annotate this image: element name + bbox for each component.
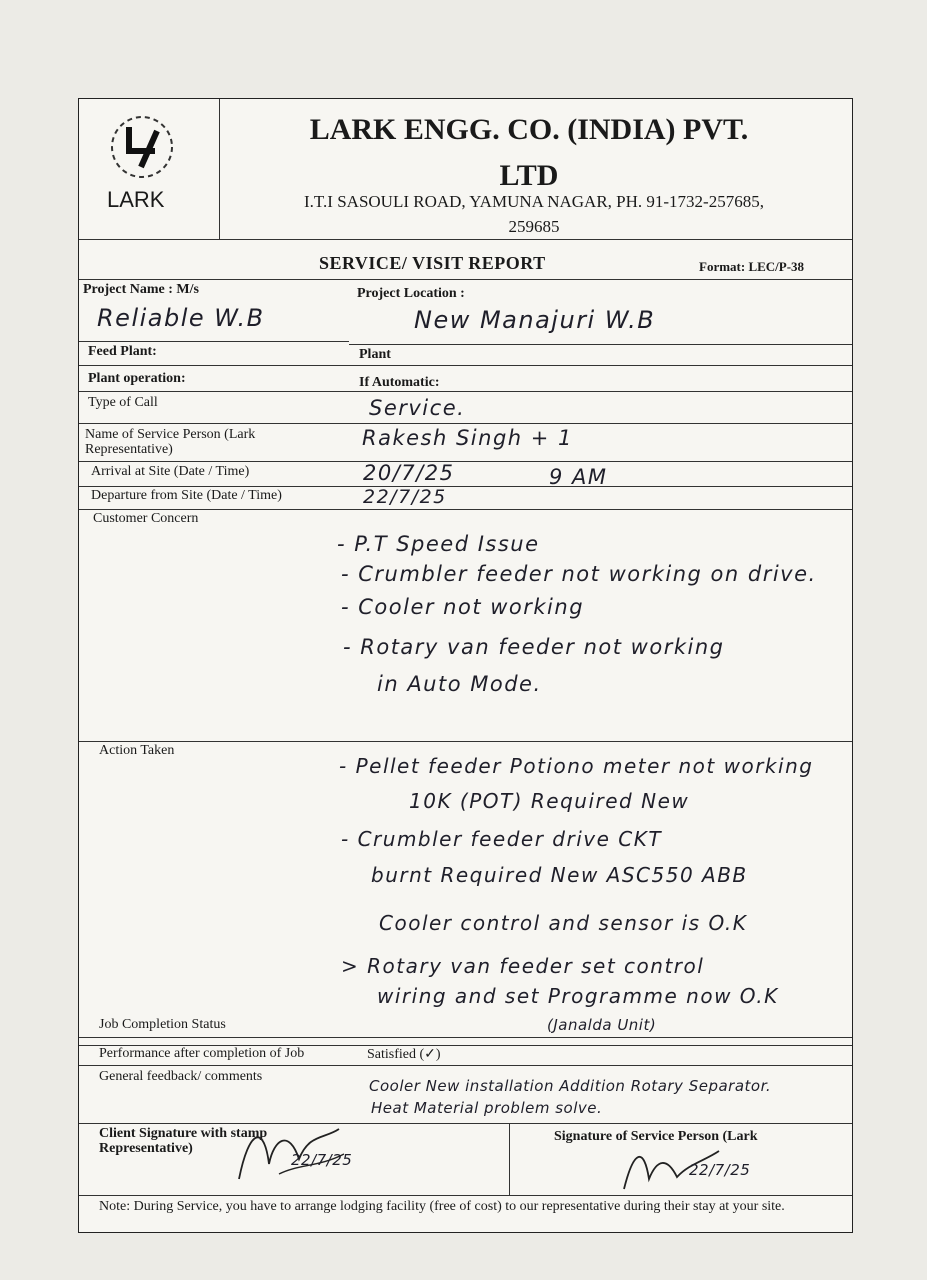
departure-label: Departure from Site (Date / Time) [91, 488, 282, 503]
project-name-label: Project Name : M/s [83, 282, 199, 297]
performance-label: Performance after completion of Job [99, 1046, 305, 1061]
feed-plant-label: Feed Plant: [88, 344, 157, 359]
feedback-line: Heat Material problem solve. [371, 1099, 603, 1117]
action-line: - Pellet feeder Potiono meter not working [339, 754, 814, 778]
footer-note: Note: During Service, you have to arrange lodging facility (free of cost) to our representative during their stay at your site. [99, 1199, 785, 1214]
action-line: 10K (POT) Required New [409, 789, 690, 813]
service-report-form [78, 98, 853, 1233]
service-person-label: Name of Service Person (Lark Representative) [85, 427, 256, 457]
service-signature-date: 22/7/25 [689, 1161, 751, 1179]
arrival-time-value: 9 AM [549, 465, 608, 489]
action-line: wiring and set Programme now O.K [377, 984, 779, 1008]
action-line: burnt Required New ASC550 ABB [371, 863, 748, 887]
client-signature-icon [229, 1109, 359, 1189]
job-completion-label: Job Completion Status [99, 1017, 226, 1032]
service-person-value: Rakesh Singh + 1 [362, 426, 573, 450]
concern-line: - Rotary van feeder not working [343, 635, 725, 659]
client-signature-label: Client Signature with stamp Representative) [99, 1126, 268, 1156]
concern-line: - Crumbler feeder not working on drive. [341, 562, 817, 586]
plant-operation-label: Plant operation: [88, 371, 186, 386]
feedback-label: General feedback/ comments [99, 1069, 263, 1084]
concern-line: in Auto Mode. [377, 672, 542, 696]
report-title: SERVICE/ VISIT REPORT [319, 253, 546, 273]
performance-value: Satisfied (✓) [367, 1047, 441, 1062]
company-address: I.T.I SASOULI ROAD, YAMUNA NAGAR, PH. 91-1732-257685, 259685 [304, 192, 764, 236]
job-completion-note: (Janalda Unit) [547, 1016, 657, 1034]
arrival-label: Arrival at Site (Date / Time) [91, 464, 250, 479]
project-location-label: Project Location : [357, 286, 465, 301]
action-line: > Rotary van feeder set control [341, 954, 705, 978]
project-name-value: Reliable W.B [97, 304, 265, 332]
logo-text: LARK [107, 187, 165, 212]
action-taken-label: Action Taken [99, 743, 175, 758]
client-signature-date: 22/7/25 [291, 1151, 353, 1169]
arrival-date-value: 20/7/25 [363, 461, 455, 485]
check-mark-icon: ✓ [424, 1047, 436, 1062]
service-signature-label: Signature of Service Person (Lark [554, 1129, 758, 1144]
type-of-call-value: Service. [369, 396, 466, 420]
action-line: Cooler control and sensor is O.K [379, 911, 748, 935]
customer-concern-label: Customer Concern [93, 511, 199, 526]
feedback-line: Cooler New installation Addition Rotary Separator. [369, 1077, 772, 1095]
departure-value: 22/7/25 [363, 486, 447, 508]
company-name: LARK ENGG. CO. (INDIA) PVT. LTD [309, 113, 749, 192]
type-of-call-label: Type of Call [88, 395, 158, 410]
concern-line: - Cooler not working [341, 595, 585, 619]
concern-line: - P.T Speed Issue [337, 532, 540, 556]
action-line: - Crumbler feeder drive CKT [341, 827, 663, 851]
format-code: Format: LEC/P-38 [699, 259, 805, 274]
if-automatic-label: If Automatic: [359, 375, 440, 390]
lark-logo-icon [99, 109, 185, 185]
plant-label: Plant [359, 347, 391, 362]
project-location-value: New Manajuri W.B [414, 306, 656, 334]
